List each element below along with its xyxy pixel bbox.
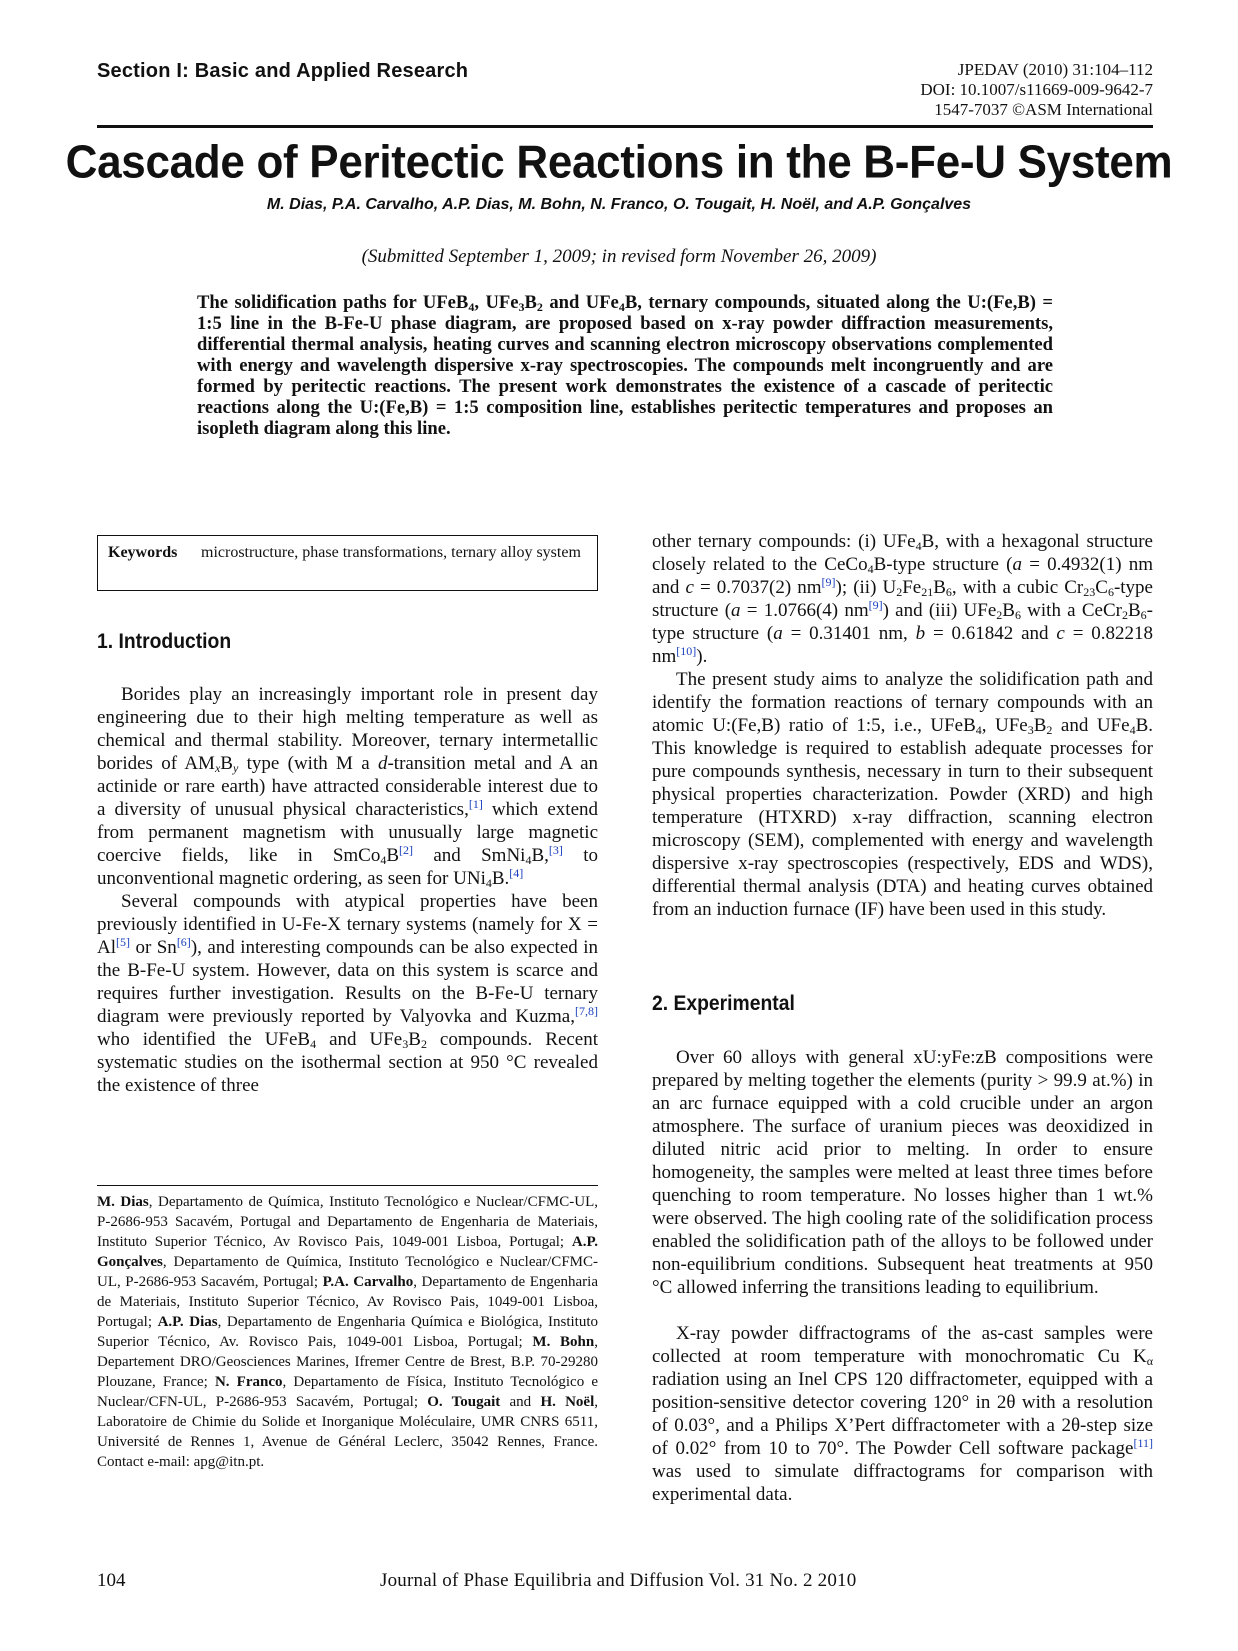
- reference-link[interactable]: [5]: [116, 935, 130, 949]
- reference-link[interactable]: [9]: [868, 598, 883, 612]
- reference-link[interactable]: [7,8]: [575, 1004, 598, 1018]
- keywords-box: [97, 535, 598, 591]
- reference-link[interactable]: [11]: [1133, 1436, 1153, 1450]
- reference-link[interactable]: [3]: [548, 843, 563, 857]
- compounds-paragraph: other ternary compounds: (i) UFe$_4$B, with a hexagonal structure closely related to the CeCo$_4$B-type structure (a = 0.4932(1) nm and c = 0.7037(2) nm[9]); (ii) $U_2Fe_{21}B_6$, with a cubic $Cr_{23}C_6$-type structure (a = 1.0766(4) nm[9]) and (iii) $UFe_2B_6$ with a $CeCr_2B_6$-type structure (a = 0.31401 nm, b = 0.61842 and c = 0.82218 nm[10]).: [652, 531, 1154, 667]
- page-number: 104: [97, 1570, 126, 1591]
- reference-link[interactable]: [9]: [821, 575, 836, 589]
- experimental-heading: 2. Experimental: [652, 992, 795, 1015]
- study-aims-paragraph: The present study aims to analyze the solidification path and identify the formation reactions of ternary compounds with an atomic U:(Fe,B) ratio of 1:5, i.e., UFeB$_4$, $UFe_3B_2$ and UFe$_4$B. This knowledge is required to establish adequate processes for pure compounds synthesis, necessary in turn to their subsequent physical properties characterization. Powder (XRD) and high temperature (HTXRD) x-ray diffraction, scanning electron microscopy (SEM), complemented with energy and wavelength dispersive x-ray spectroscopies (respectively, EDS and WDS), differential thermal analysis (DTA) and heating curves obtained from an induction furnace (IF) have been used in this study.: [652, 669, 1153, 920]
- author-affiliations: M. Dias, Departamento de Química, Instituto Tecnológico e Nuclear/CFMC-UL, P-2686-953 Sacavém, Portugal and Departamento de Engenharia de Materiais, Instituto Superior Técnico, Av Rovisco Pais, 1049-001 Lisboa, Portugal; A.P. Gonçalves, Departamento de Química, Instituto Tecnológico e Nuclear/CFMC-UL, P-2686-953 Sacavém, Portugal; P.A. Carvalho, Departamento de Engenharia de Materiais, Instituto Superior Técnico, Av Rovisco Pais, 1049-001 Lisboa, Portugal; A.P. Dias, Departamento de Engenharia Química e Biológica, Instituto Superior Técnico, Av. Rovisco Pais, 1049-001 Lisboa, Portugal; M. Bohn, Departement DRO/Geosciences Marines, Ifremer Centre de Brest, B.P. 70-29280 Plouzane, France; N. Franco, Departamento de Física, Instituto Tecnológico e Nuclear/CFN-UL, P-2686-953 Sacavém, Portugal; O. Tougait and H. Noël, Laboratoire de Chimie du Solide et Inorganique Moléculaire, UMR CNRS 6511, Université de Rennes 1, Avenue de Général Leclerc, 35042 Rennes, France. Contact e-mail: apg@itn.pt.: [97, 1194, 599, 1470]
- journal-identifier: [920, 60, 1153, 120]
- reference-link[interactable]: [1]: [468, 797, 483, 811]
- intro-paragraph-1: Borides play an increasingly important role in present day engineering due to their high melting temperature as well as chemical and thermal stability. Moreover, ternary intermetallic borides of $AM_xB_y$ type (with M a d-transition metal and A an actinide or rare earth) have attracted considerable interest due to a diversity of unusual physical characteristics,[1] which extend from permanent magnetism with unusually large magnetic coercive fields, like in SmCo$_4$B[2] and SmNi$_4$B,[3] to unconventional magnetic ordering, as seen for UNi$_4$B.[4]: [97, 684, 599, 890]
- journal-citation: JPEDAV (2010) 31:104–112: [957, 60, 1153, 79]
- paper-title: Cascade of Peritectic Reactions in the B-Fe-U System: [65, 136, 1173, 189]
- header-rule: [97, 125, 1153, 128]
- abstract: The solidification paths for UFeB$_4$, $UFe_3B_2$ and UFe$_4$B, ternary compounds, situated along the U:(Fe,B) = 1:5 line in the B-Fe-U phase diagram, are proposed based on x-ray powder diffraction measurements, differential thermal analysis, heating curves and scanning electron microscopy observations complemented with energy and wavelength dispersive x-ray spectroscopies. The compounds melt incongruently and are formed by peritectic reactions. The present work demonstrates the existence of a cascade of peritectic reactions along the U:(Fe,B) = 1:5 composition line, establishes peritectic temperatures and proposes an isopleth diagram along this line.: [197, 292, 1053, 439]
- reference-link[interactable]: [4]: [509, 866, 524, 880]
- submission-dates: (Submitted September 1, 2009; in revised form November 26, 2009): [361, 246, 877, 267]
- footer-journal: Journal of Phase Equilibria and Diffusion Vol. 31 No. 2 2010: [380, 1570, 857, 1591]
- journal-doi: DOI: 10.1007/s11669-009-9642-7: [920, 80, 1153, 99]
- keywords-label: Keywords: [108, 544, 178, 561]
- section-label: Section I: Basic and Applied Research: [97, 60, 469, 82]
- reference-link[interactable]: [10]: [676, 644, 697, 658]
- journal-issn: 1547-7037 ©ASM International: [934, 100, 1153, 119]
- experimental-paragraph-2: X-ray powder diffractograms of the as-cast samples were collected at room temperature with monochromatic Cu $K_\alpha$ radiation using an Inel CPS 120 diffractometer, equipped with a position-sensitive detector covering 120° in 2θ with a resolution of 0.03°, and a Philips X’Pert diffractometer with a 2θ-step size of 0.02° from 10 to 70°. The Powder Cell software package[11] was used to simulate diffractograms for comparison with experimental data.: [652, 1323, 1153, 1505]
- keywords-text: microstructure, phase transformations, ternary alloy system: [201, 544, 581, 561]
- intro-paragraph-2: Several compounds with atypical properties have been previously identified in U-Fe-X ternary systems (namely for X = Al[5] or Sn[6]), and interesting compounds can be also expected in the B-Fe-U system. However, data on this system is scarce and requires further investigation. Results on the B-Fe-U ternary diagram were previously reported by Valyovka and Kuzma,[7,8] who identified the UFeB$_4$ and $UFe_3B_2$ compounds. Recent systematic studies on the isothermal section at 950 °C revealed the existence of three: [97, 891, 599, 1096]
- reference-link[interactable]: [6]: [176, 935, 191, 949]
- reference-link[interactable]: [2]: [399, 843, 414, 857]
- footnote-rule: [97, 1185, 598, 1186]
- author-list: M. Dias, P.A. Carvalho, A.P. Dias, M. Bohn, N. Franco, O. Tougait, H. Noël, and A.P. Gonçalves: [266, 196, 972, 213]
- introduction-heading: 1. Introduction: [97, 630, 232, 653]
- experimental-paragraph-1: Over 60 alloys with general xU:yFe:zB compositions were prepared by melting together the elements (purity > 99.9 at.%) in an arc furnace equipped with a cold crucible under an argon atmosphere. The surface of uranium pieces was deoxidized in diluted nitric acid prior to melting. In order to ensure homogeneity, the samples were melted at least three times before quenching to room temperature. No losses higher than 1 wt.% were observed. The high cooling rate of the solidification process enabled the solidification path of the alloys to be followed under non-equilibrium conditions. Subsequent heat treatments at 950 °C allowed inferring the transitions leading to equilibrium.: [652, 1047, 1153, 1298]
